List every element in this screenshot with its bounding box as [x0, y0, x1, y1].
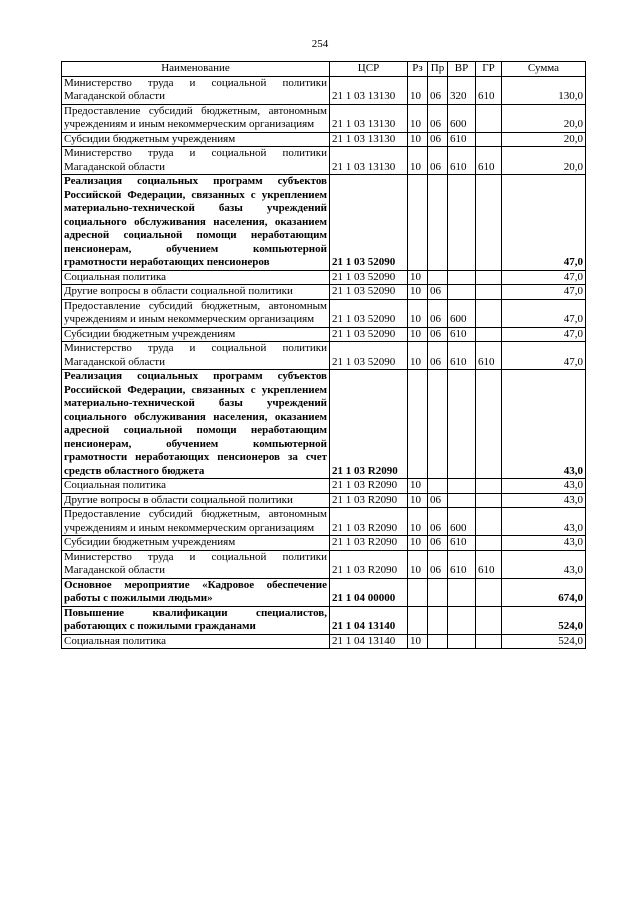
cell-csr: 21 1 03 R2090 — [330, 508, 408, 536]
cell-pr — [428, 578, 448, 606]
cell-gr — [476, 175, 502, 271]
cell-csr: 21 1 04 13140 — [330, 606, 408, 634]
cell-rz: 10 — [408, 147, 428, 175]
cell-csr: 21 1 03 52090 — [330, 285, 408, 300]
cell-gr — [476, 634, 502, 649]
cell-gr — [476, 479, 502, 494]
cell-sum: 20,0 — [502, 104, 586, 132]
table-row — [62, 147, 586, 175]
cell-csr: 21 1 03 13130 — [330, 147, 408, 175]
table-row — [62, 175, 586, 271]
cell-pr — [428, 634, 448, 649]
cell-pr: 06 — [428, 76, 448, 104]
cell-pr: 06 — [428, 147, 448, 175]
cell-rz: 10 — [408, 270, 428, 285]
cell-name: Министерство труда и социальной политики Магаданской области — [62, 550, 330, 578]
cell-name: Субсидии бюджетным учреждениям — [62, 132, 330, 147]
cell-gr — [476, 104, 502, 132]
cell-pr — [428, 370, 448, 479]
cell-vr — [448, 493, 476, 508]
budget-table — [61, 61, 586, 649]
cell-sum: 47,0 — [502, 285, 586, 300]
cell-gr: 610 — [476, 147, 502, 175]
cell-sum: 47,0 — [502, 270, 586, 285]
cell-pr — [428, 175, 448, 271]
cell-sum: 43,0 — [502, 479, 586, 494]
cell-csr: 21 1 03 52090 — [330, 342, 408, 370]
cell-sum: 43,0 — [502, 550, 586, 578]
table-row — [62, 342, 586, 370]
cell-rz: 10 — [408, 550, 428, 578]
cell-csr: 21 1 03 R2090 — [330, 370, 408, 479]
cell-name: Социальная политика — [62, 479, 330, 494]
cell-name: Социальная политика — [62, 270, 330, 285]
cell-sum: 43,0 — [502, 536, 586, 551]
header-pr: Пр — [428, 62, 448, 77]
cell-csr: 21 1 03 R2090 — [330, 536, 408, 551]
cell-rz: 10 — [408, 536, 428, 551]
cell-sum: 524,0 — [502, 634, 586, 649]
table-row — [62, 299, 586, 327]
cell-csr: 21 1 03 52090 — [330, 175, 408, 271]
table-row — [62, 370, 586, 479]
table-row — [62, 634, 586, 649]
cell-gr — [476, 508, 502, 536]
cell-pr: 06 — [428, 104, 448, 132]
cell-rz — [408, 370, 428, 479]
cell-pr: 06 — [428, 342, 448, 370]
cell-vr: 600 — [448, 104, 476, 132]
cell-csr: 21 1 03 52090 — [330, 270, 408, 285]
table-row — [62, 508, 586, 536]
cell-rz: 10 — [408, 479, 428, 494]
cell-vr — [448, 175, 476, 271]
cell-rz: 10 — [408, 493, 428, 508]
cell-csr: 21 1 03 13130 — [330, 132, 408, 147]
table-header-row — [62, 62, 586, 77]
table-row — [62, 479, 586, 494]
cell-csr: 21 1 03 R2090 — [330, 550, 408, 578]
cell-pr — [428, 479, 448, 494]
cell-sum: 43,0 — [502, 508, 586, 536]
cell-csr: 21 1 04 00000 — [330, 578, 408, 606]
cell-rz: 10 — [408, 634, 428, 649]
cell-gr: 610 — [476, 76, 502, 104]
table-row — [62, 270, 586, 285]
cell-vr: 320 — [448, 76, 476, 104]
cell-sum: 43,0 — [502, 493, 586, 508]
cell-rz — [408, 578, 428, 606]
cell-gr — [476, 606, 502, 634]
cell-csr: 21 1 03 R2090 — [330, 479, 408, 494]
cell-vr — [448, 578, 476, 606]
table-row — [62, 327, 586, 342]
cell-name: Повышение квалификации специалистов, работающих с пожилыми гражданами — [62, 606, 330, 634]
cell-pr: 06 — [428, 536, 448, 551]
cell-gr — [476, 270, 502, 285]
cell-pr: 06 — [428, 327, 448, 342]
cell-pr — [428, 606, 448, 634]
header-sum: Сумма — [502, 62, 586, 77]
cell-pr — [428, 270, 448, 285]
cell-rz — [408, 175, 428, 271]
cell-gr — [476, 132, 502, 147]
cell-name: Субсидии бюджетным учреждениям — [62, 536, 330, 551]
cell-name: Реализация социальных программ субъектов Российской Федерации, связанных с укреплением материально-технической базы учреждений социального обслуживания населения, оказанием адресной социальной помощи неработающим пенсионерам, обучением компьютерной грамотности неработающих пенсионеров за счет средств областного бюджета — [62, 370, 330, 479]
table-row — [62, 578, 586, 606]
table-row — [62, 536, 586, 551]
cell-vr — [448, 285, 476, 300]
cell-sum: 674,0 — [502, 578, 586, 606]
cell-name: Реализация социальных программ субъектов Российской Федерации, связанных с укреплением материально-технической базы учреждений социального обслуживания населения, оказанием адресной социальной помощи неработающим пенсионерам, обучением компьютерной грамотности неработающих пенсионеров — [62, 175, 330, 271]
cell-csr: 21 1 03 R2090 — [330, 493, 408, 508]
cell-rz: 10 — [408, 299, 428, 327]
cell-name: Министерство труда и социальной политики Магаданской области — [62, 76, 330, 104]
cell-vr: 610 — [448, 327, 476, 342]
cell-rz: 10 — [408, 104, 428, 132]
cell-vr: 610 — [448, 132, 476, 147]
cell-pr: 06 — [428, 493, 448, 508]
cell-name: Субсидии бюджетным учреждениям — [62, 327, 330, 342]
cell-sum: 524,0 — [502, 606, 586, 634]
cell-sum: 20,0 — [502, 147, 586, 175]
cell-pr: 06 — [428, 285, 448, 300]
cell-vr — [448, 370, 476, 479]
page-number: 254 — [311, 38, 329, 50]
cell-name: Министерство труда и социальной политики Магаданской области — [62, 342, 330, 370]
cell-gr — [476, 536, 502, 551]
table-row — [62, 285, 586, 300]
header-rz: Рз — [408, 62, 428, 77]
cell-gr — [476, 370, 502, 479]
table-row — [62, 493, 586, 508]
table-row — [62, 132, 586, 147]
cell-pr: 06 — [428, 508, 448, 536]
cell-sum: 47,0 — [502, 299, 586, 327]
cell-gr — [476, 578, 502, 606]
cell-pr: 06 — [428, 550, 448, 578]
cell-rz: 10 — [408, 285, 428, 300]
header-name: Наименование — [62, 62, 330, 77]
cell-vr: 600 — [448, 299, 476, 327]
cell-csr: 21 1 03 13130 — [330, 76, 408, 104]
cell-vr — [448, 634, 476, 649]
header-gr: ГР — [476, 62, 502, 77]
cell-rz: 10 — [408, 327, 428, 342]
table-row — [62, 606, 586, 634]
cell-sum: 43,0 — [502, 370, 586, 479]
cell-rz — [408, 606, 428, 634]
cell-rz: 10 — [408, 342, 428, 370]
cell-csr: 21 1 04 13140 — [330, 634, 408, 649]
cell-gr: 610 — [476, 342, 502, 370]
cell-gr — [476, 285, 502, 300]
cell-csr: 21 1 03 13130 — [330, 104, 408, 132]
cell-rz: 10 — [408, 508, 428, 536]
cell-sum: 130,0 — [502, 76, 586, 104]
cell-sum: 20,0 — [502, 132, 586, 147]
cell-sum: 47,0 — [502, 175, 586, 271]
cell-name: Другие вопросы в области социальной политики — [62, 285, 330, 300]
cell-vr: 600 — [448, 508, 476, 536]
cell-rz: 10 — [408, 76, 428, 104]
table-row — [62, 104, 586, 132]
cell-name: Предоставление субсидий бюджетным, автономным учреждениям и иным некоммерческим организациям — [62, 508, 330, 536]
cell-vr: 610 — [448, 550, 476, 578]
cell-vr — [448, 479, 476, 494]
header-csr: ЦСР — [330, 62, 408, 77]
cell-vr: 610 — [448, 147, 476, 175]
cell-name: Министерство труда и социальной политики Магаданской области — [62, 147, 330, 175]
cell-csr: 21 1 03 52090 — [330, 299, 408, 327]
cell-pr: 06 — [428, 299, 448, 327]
cell-pr: 06 — [428, 132, 448, 147]
cell-name: Основное мероприятие «Кадровое обеспечение работы с пожилыми людьми» — [62, 578, 330, 606]
cell-sum: 47,0 — [502, 327, 586, 342]
cell-name: Социальная политика — [62, 634, 330, 649]
table-row — [62, 76, 586, 104]
cell-csr: 21 1 03 52090 — [330, 327, 408, 342]
table-body — [62, 76, 586, 649]
cell-name: Другие вопросы в области социальной политики — [62, 493, 330, 508]
cell-name: Предоставление субсидий бюджетным, автономным учреждениям и иным некоммерческим организациям — [62, 104, 330, 132]
cell-name: Предоставление субсидий бюджетным, автономным учреждениям и иным некоммерческим организациям — [62, 299, 330, 327]
header-vr: ВР — [448, 62, 476, 77]
cell-gr — [476, 299, 502, 327]
cell-rz: 10 — [408, 132, 428, 147]
cell-sum: 47,0 — [502, 342, 586, 370]
cell-gr — [476, 327, 502, 342]
cell-vr: 610 — [448, 536, 476, 551]
table-row — [62, 550, 586, 578]
cell-vr — [448, 270, 476, 285]
cell-vr — [448, 606, 476, 634]
cell-vr: 610 — [448, 342, 476, 370]
cell-gr — [476, 493, 502, 508]
cell-gr: 610 — [476, 550, 502, 578]
